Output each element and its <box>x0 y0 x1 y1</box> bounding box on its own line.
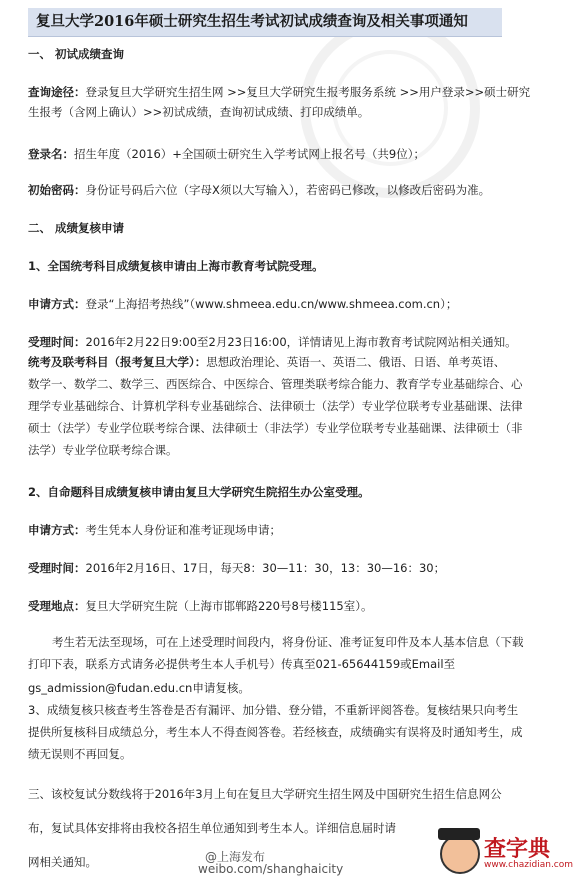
query-text-1: 登录复旦大学研究生招生网 >>复旦大学研究生报考服务系统 >>用户登录>>硕士研究 <box>85 85 531 99</box>
part2-note-2: 打印下表，联系方式请务必提供考生本人手机号）传真至021-65644159或Email至 <box>28 657 456 671</box>
login-label: 登录名： <box>28 147 74 161</box>
part1-time-label: 受理时间： <box>28 335 86 349</box>
mascot-icon <box>440 834 480 874</box>
logo-url: www.chazidian.com <box>484 860 574 870</box>
part1-method-label: 申请方式： <box>28 297 86 311</box>
password-label: 初始密码： <box>28 183 86 197</box>
part2-method-text: 考生凭本人身份证和准考证现场申请； <box>85 523 281 537</box>
query-line-1 <box>28 84 530 100</box>
part2-place-label: 受理地点： <box>28 599 86 613</box>
section2-heading: 二、 成绩复核申请 <box>28 221 125 235</box>
part2-time-text: 2016年2月16日、17日，每天8：30—11：30，13：30—16：30； <box>85 561 446 575</box>
section3-line-3: 网相关通知。 <box>28 855 97 869</box>
part3-text-3: 绩无误则不再回复。 <box>28 747 132 761</box>
part1-subjects-text-1: 思想政治理论、英语一、英语二、俄语、日语、单考英语、 <box>206 355 506 369</box>
login-text: 招生年度（2016）+全国硕士研究生入学考试网上报名号（共9位）； <box>74 147 425 161</box>
query-label: 查询途径： <box>28 85 86 99</box>
weibo-url: weibo.com/shanghaicity <box>198 862 344 876</box>
weibo-credit: @上海发布 <box>205 850 266 864</box>
part1-subjects-text-2: 数学一、数学二、数学三、西医综合、中医综合、管理类联考综合能力、教育学专业基础综合、心 <box>28 377 523 391</box>
part2-method-line <box>28 522 281 538</box>
part1-subjects-text-4: 硕士（法学）专业学位联考综合课、法律硕士（非法学）专业学位联考专业基础课、法律硕士（非 <box>28 421 523 435</box>
part1-method-text: 登录“上海招考热线”（www.shmeea.edu.cn/www.shmeea.com.cn）； <box>85 297 458 311</box>
part2-note-3: gs_admission@fudan.edu.cn申请复核。 <box>28 681 250 695</box>
part3-text-1: 3、成绩复核只核查考生答卷是否有漏评、加分错、登分错，不重新评阅答卷。复核结果只向考生 <box>28 703 519 717</box>
password-text: 身份证号码后六位（字母X须以大写输入），若密码已修改，以修改后密码为准。 <box>85 183 491 197</box>
part2-time-label: 受理时间： <box>28 561 86 575</box>
section1-heading: 一、 初试成绩查询 <box>28 47 125 61</box>
page-title: 复旦大学2016年硕士研究生招生考试初试成绩查询及相关事项通知 <box>28 8 502 37</box>
part2-heading: 2、自命题科目成绩复核申请由复旦大学研究生院招生办公室受理。 <box>28 485 370 499</box>
part1-method-line <box>28 296 457 312</box>
part1-subjects-line-1 <box>28 354 505 370</box>
part1-time-text: 2016年2月22日9:00至2月23日16:00，详情请见上海市教育考试院网站相关通知。 <box>85 335 517 349</box>
part2-place-text: 复旦大学研究生院（上海市邯郸路220号8号楼115室）。 <box>85 599 373 613</box>
part2-note-1: 考生若无法至现场，可在上述受理时间段内，将身份证、准考证复印件及本人基本信息（下载 <box>52 635 524 649</box>
part2-method-label: 申请方式： <box>28 523 86 537</box>
part1-subjects-label: 统考及联考科目（报考复旦大学）： <box>28 355 207 369</box>
part2-place-line <box>28 598 372 614</box>
part3-text-2: 提供所复核科目成绩总分，考生本人不得查阅答卷。若经核查，成绩确实有误将及时通知考生，成 <box>28 725 523 739</box>
logo-name: 查字典 <box>484 837 551 862</box>
chazidian-logo <box>440 832 572 876</box>
login-line <box>28 146 425 162</box>
part1-subjects-text-5: 法学）专业学位联考综合课。 <box>28 443 178 457</box>
part2-time-line <box>28 560 445 576</box>
password-line <box>28 182 490 198</box>
grad-cap-icon <box>438 828 480 840</box>
section3-line-2: 布，复试具体安排将由我校各招生单位通知到考生本人。详细信息届时请 <box>28 821 396 835</box>
part1-time-line <box>28 334 517 350</box>
query-text-2: 生报考（含网上确认）>>初试成绩，查询初试成绩、打印成绩单。 <box>28 105 370 119</box>
part1-heading: 1、全国统考科目成绩复核申请由上海市教育考试院受理。 <box>28 259 324 273</box>
part1-subjects-text-3: 理学专业基础综合、计算机学科专业基础综合、法律硕士（法学）专业学位联考专业基础课、法律 <box>28 399 523 413</box>
section3-line-1: 三、该校复试分数线将于2016年3月上旬在复旦大学研究生招生网及中国研究生招生信息网公 <box>28 787 502 801</box>
